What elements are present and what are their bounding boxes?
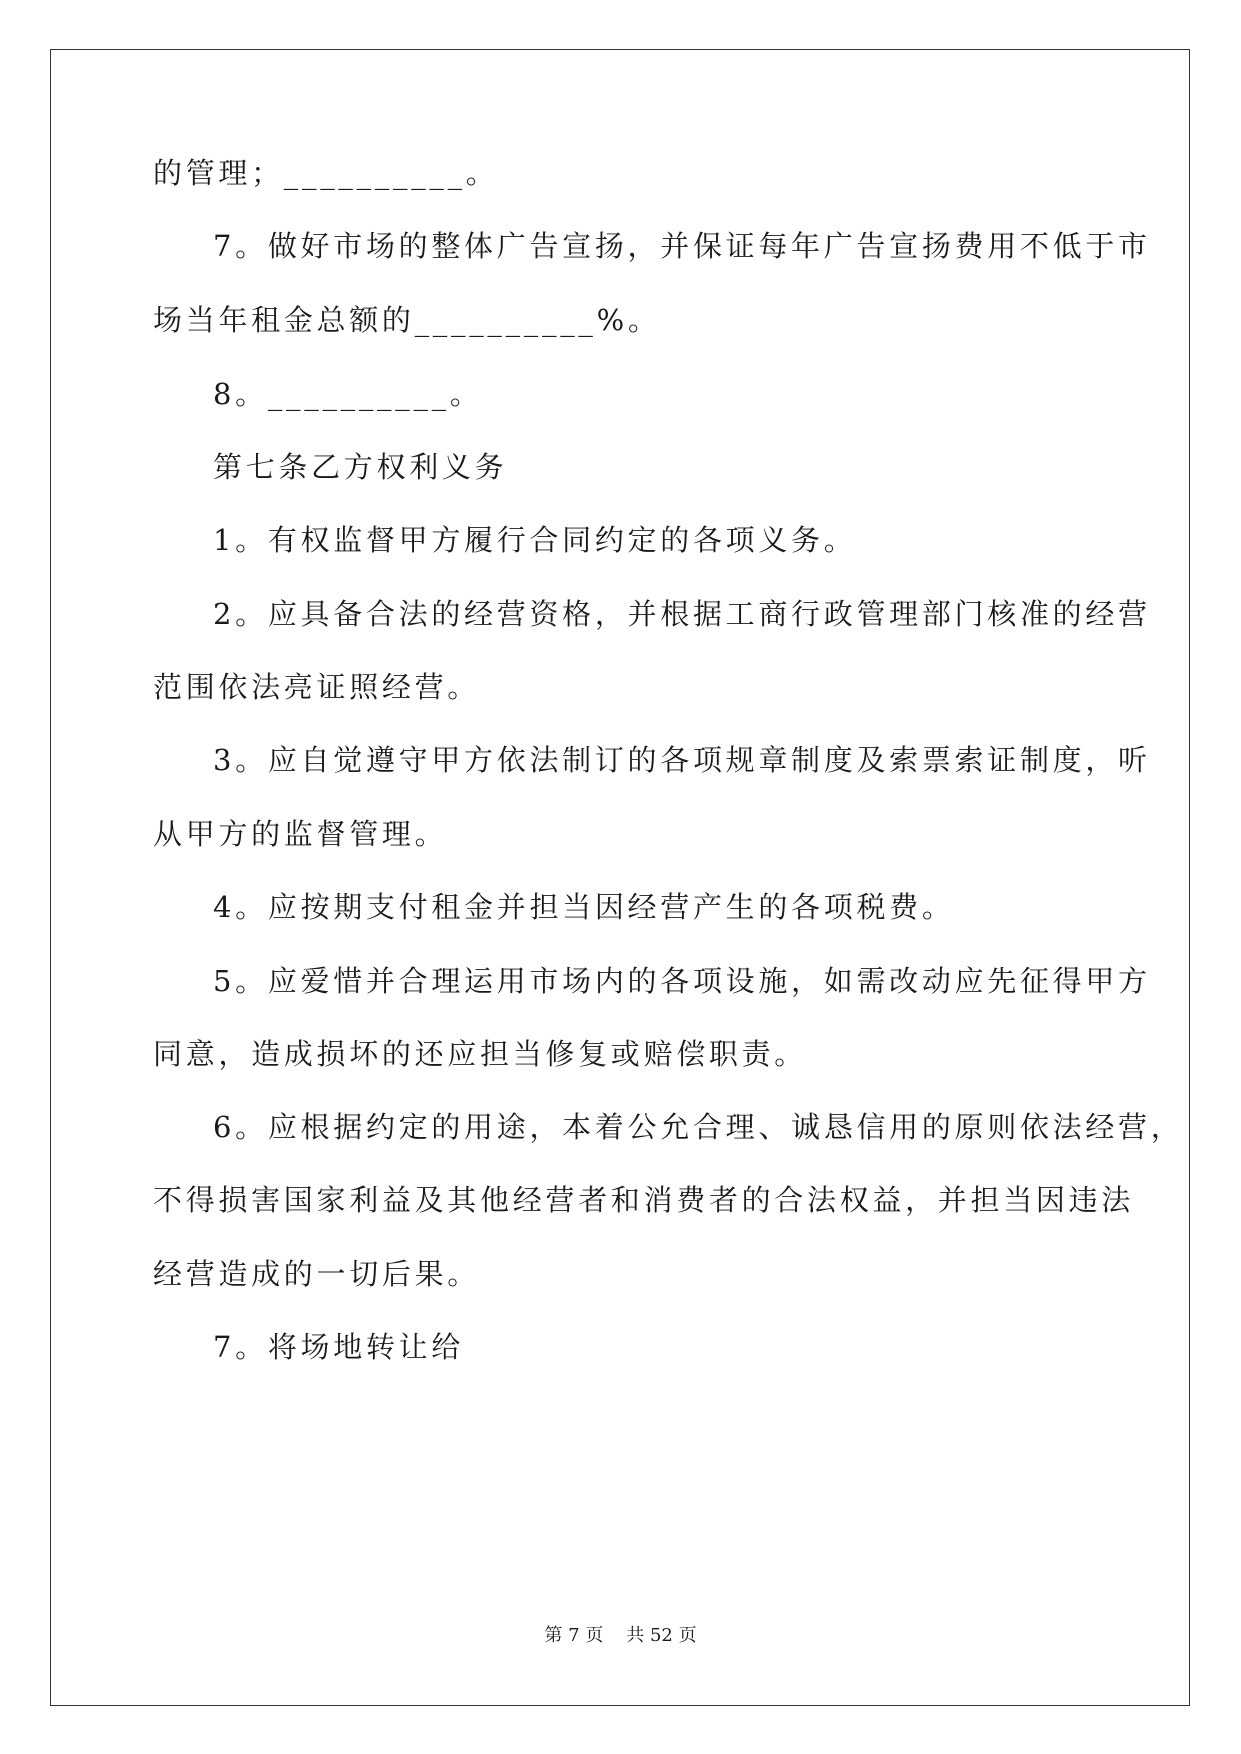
page-total: 共 52 页	[626, 1625, 697, 1646]
page-border	[50, 49, 1190, 1706]
page-number: 第 7 页	[544, 1625, 604, 1646]
text-line-4: 8。__________。	[213, 377, 483, 411]
text-line-6: 1。有权监督甲方履行合同约定的各项义务。	[213, 523, 857, 557]
page-footer	[0, 1625, 1241, 1647]
text-line-15: 不得损害国家利益及其他经营者和消费者的合法权益，并担当因违法	[153, 1183, 1135, 1217]
text-line-12: 5。应爱惜并合理运用市场内的各项设施，如需改动应先征得甲方	[213, 964, 1151, 998]
section-heading: 第七条乙方权利义务	[213, 450, 508, 484]
text-line-3: 场当年租金总额的__________%。	[153, 303, 661, 337]
text-line-1: 的管理；__________。	[153, 156, 499, 190]
text-line-7: 2。应具备合法的经营资格，并根据工商行政管理部门核准的经营	[213, 597, 1151, 631]
text-line-8: 范围依法亮证照经营。	[153, 670, 481, 704]
text-line-17: 7。将场地转让给	[213, 1330, 465, 1364]
text-line-10: 从甲方的监督管理。	[153, 817, 448, 851]
text-line-9: 3。应自觉遵守甲方依法制订的各项规章制度及索票索证制度，听	[213, 743, 1151, 777]
text-line-16: 经营造成的一切后果。	[153, 1257, 481, 1291]
text-line-2: 7。做好市场的整体广告宣扬，并保证每年广告宣扬费用不低于市	[213, 229, 1151, 263]
text-line-13: 同意，造成损坏的还应担当修复或赔偿职责。	[153, 1037, 808, 1071]
text-line-14: 6。应根据约定的用途，本着公允合理、诚恳信用的原则依法经营，	[213, 1110, 1184, 1144]
text-line-11: 4。应按期支付租金并担当因经营产生的各项税费。	[213, 890, 955, 924]
